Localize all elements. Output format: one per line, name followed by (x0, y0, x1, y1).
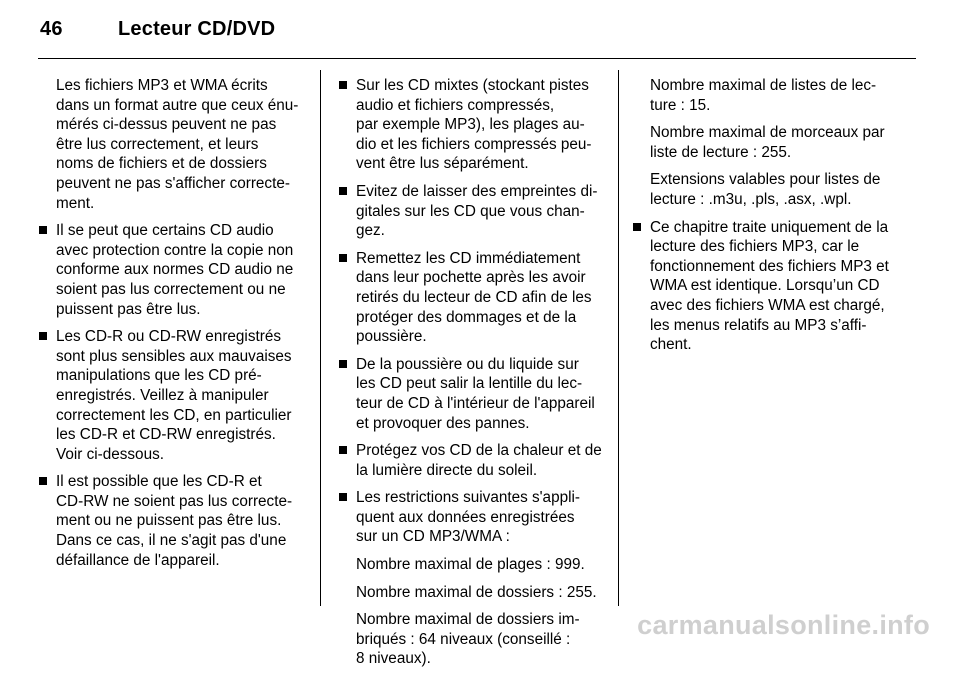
bullet-item: Les CD-R ou CD-RW enregistrés sont plus sensibles aux mauvaises manipulations que les CD pré- enregistrés. Veillez à manipuler correctement les CD, en particulier les CD-R et CD-RW enregistrés. Voir ci-dessous. (38, 327, 308, 464)
bullet-item: Protégez vos CD de la chaleur et de la lumière directe du soleil. (338, 441, 608, 480)
bullet-item: Il est possible que les CD-R et CD-RW ne soient pas lus correcte- ment ou ne puissent pas être lus. Dans ce cas, il ne s'agit pas d'une défaillance de l'appareil. (38, 472, 308, 570)
watermark: carmanualsonline.info (637, 610, 930, 640)
bullet-item: Ce chapitre traite uniquement de la lecture des fichiers MP3, car le fonctionnement des fichiers MP3 et WMA est identique. Lorsqu’un CD avec des fichiers WMA est chargé, les menus relatifs au MP3 s’affi- chent. (632, 218, 908, 355)
column-divider-1 (320, 70, 321, 606)
sub-paragraph: Nombre maximal de dossiers im- briqués : 64 niveaux (conseillé : 8 niveaux). (356, 611, 580, 668)
bullet-item: De la poussière ou du liquide sur les CD peut salir la lentille du lec- teur de CD à l'intérieur de l'appareil et provoquer des pannes. (338, 355, 608, 433)
page-title: Lecteur CD/DVD (118, 18, 276, 40)
bullet-item: Les restrictions suivantes s'appli- quent aux données enregistrées sur un CD MP3/WMA : (338, 488, 608, 547)
sub-paragraph: Nombre maximal de dossiers : 255. (356, 583, 597, 601)
sub-paragraph: Extensions valables pour listes de lecture : .m3u, .pls, .asx, .wpl. (650, 171, 881, 208)
bullet-item: Remettez les CD immédiatement dans leur pochette après les avoir retirés du lecteur de CD afin de les protéger des dommages et de la poussière. (338, 249, 608, 347)
sub-paragraph: Nombre maximal de plages : 999. (356, 556, 585, 574)
column-1 (38, 76, 308, 578)
page-number: 46 (40, 18, 63, 40)
column-3 (632, 76, 908, 363)
bullet-item: Il se peut que certains CD audio avec protection contre la copie non conforme aux normes CD audio ne soient pas lus correctement ou ne puissent pas être lus. (38, 221, 308, 319)
sub-paragraph: Nombre maximal de morceaux par liste de lecture : 255. (650, 124, 885, 161)
intro-paragraph: Les fichiers MP3 et WMA écrits dans un format autre que ceux énu- mérés ci-dessus peuvent ne pas être lus correctement, et leurs noms de fichiers et de dossiers peuvent ne pas s'afficher correcte- ment. (56, 77, 299, 212)
bullet-item: Evitez de laisser des empreintes di- gitales sur les CD que vous chan- gez. (338, 182, 608, 241)
column-divider-2 (618, 70, 619, 606)
sub-paragraph: Nombre maximal de listes de lec- ture : 15. (650, 77, 877, 114)
page-header (0, 0, 960, 62)
column-2 (338, 76, 608, 677)
bullet-item: Sur les CD mixtes (stockant pistes audio et fichiers compressés, par exemple MP3), les plages au- dio et les fichiers compressés peu- vent être lus séparément. (338, 76, 608, 174)
header-divider (38, 58, 916, 59)
